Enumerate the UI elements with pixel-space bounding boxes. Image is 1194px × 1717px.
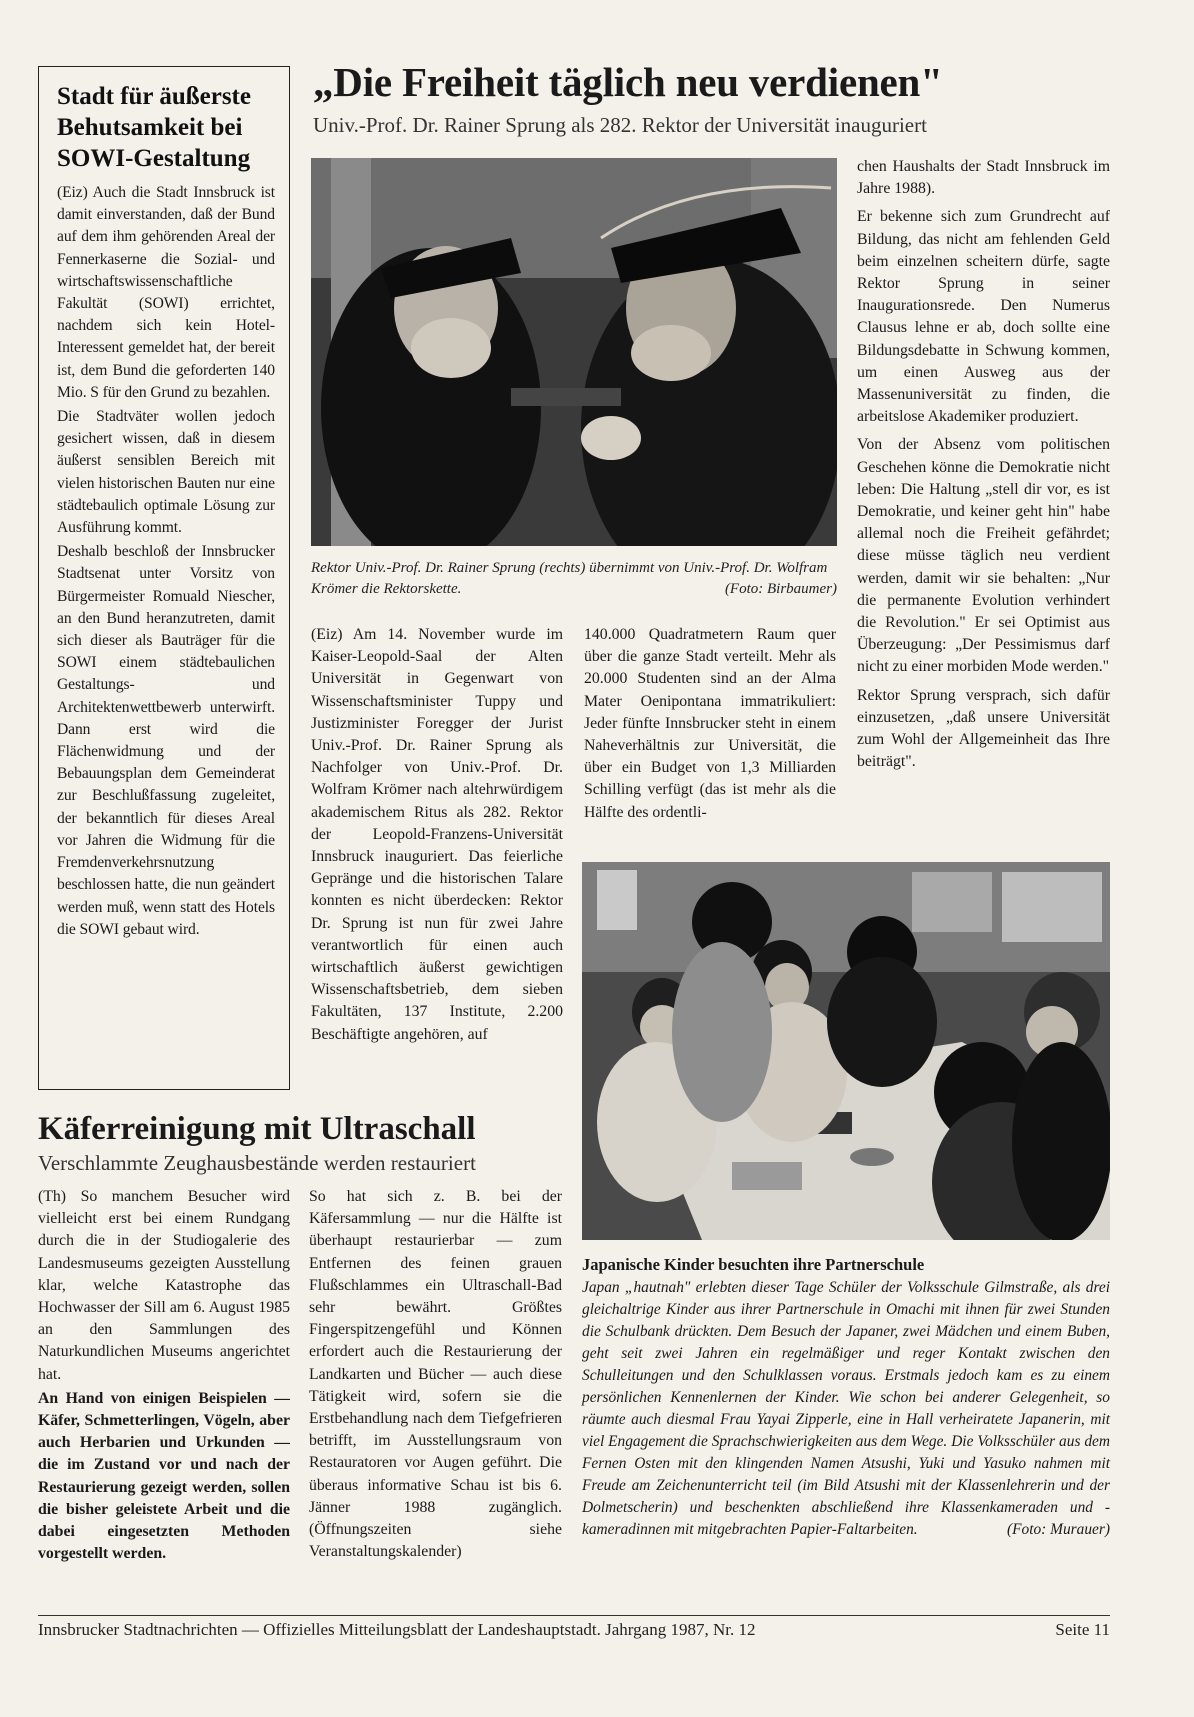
sidebar-article-title: Stadt für äußerste Behutsamkeit bei SOWI-Gestaltung xyxy=(57,83,251,172)
main-article-text: (Eiz) Am 14. November wurde im Kaiser-Leopold-Saal der Alten Universität in Gegenwart von Wissenschaftsminister Tuppy und Justizminister Foregger der Jurist Univ.-Prof. Dr. Rainer Sprung als Nachfolger von Univ.-Prof. Dr. Wolfram Krömer nach altehrwürdigem akademischem Ritus als 282. Rektor der Leopold-Franzens-Universität Innsbruck inauguriert. Das feierliche Gepränge und die historischen Talare konnten es nicht überdecken: Rektor Dr. Sprung ist nun für zwei Jahre verantwortlich für einen auch wirtschaftlich äußerst gewichtigen Wissenschaftsbetrieb, dem sieben Fakultäten, 137 Institute, 2.200 Beschäftigte angehören, auf xyxy=(311,626,563,1043)
kids-caption-text: Japan „hautnah" erlebten dieser Tage Schüler der Volksschule Gilmstraße, als drei gleichaltrige Kinder aus ihrer Partnerschule in Omachi mit ihnen für zwei Stunden die Schulbank drückten. Dem Besuch der Japaner, zwei Mädchen und einem Buben, geht seit zwei Jahren ein regelmäßiger und reger Kontakt zwischen den Schulleitungen und den Schulklassen voraus. Erstmals jedoch kam es zu einem persönlichen Kennenlernen der Kinder. Wie schon bei anderer Gelegenheit, so räumte auch diesmal Frau Yayai Zipperle, eine in Hall verheiratete Japanerin, mit viel Engagement die Sprachschwierigkeiten aus dem Wege. Die Volksschüler aus dem Fernen Osten mit den klingenden Namen Atsushi, Yuki und Yasuko nahmen mit Freude am Zeichenunterricht teil (im Bild Atsushi mit der Klassenlehrerin und der Dolmetscherin) und beschenkten abschließend ihre Klassenkameraden und -kameradinnen mit mitgebrachten Papier-Faltarbeiten. xyxy=(582,1279,1110,1538)
main-article-column-3 xyxy=(857,156,1110,848)
kids-article-title: Japanische Kinder besuchten ihre Partnerschule xyxy=(582,1255,925,1274)
photo-credit: (Foto: Birbaumer) xyxy=(724,581,837,597)
kids-article-caption xyxy=(582,1277,1110,1541)
kids-photo xyxy=(582,862,1110,1240)
main-article-text: Rektor Sprung versprach, sich dafür einzusetzen, „daß unsere Universität zum Wohl der Allgemeinheit das Ihre beiträgt". xyxy=(857,686,1110,771)
beetle-article-title: Käferreinigung mit Ultraschall xyxy=(38,1111,476,1147)
beetle-article-text: So hat sich z. B. bei der Käfersammlung — nur die Hälfte ist überhaupt restaurierbar — zum Entfernen des feinen grauen Flußschlammes ein Ultraschall-Bad sehr bewährt. Größtes Fingerspitzengefühl und Können erfordert auch die Restaurierung der Landkarten und Bücher — auch diese Tätigkeit wird, sofern sie die Erstbehandlung nach dem Tiefgefrieren betrifft, im Ausstellungsraum von Restauratoren vor Augen geführt. Die überaus informative Schau ist bis 6. Jänner 1988 zugänglich. (Öffnungszeiten siehe Veranstaltungskalender) xyxy=(309,1188,562,1561)
kids-photo-credit: (Foto: Murauer) xyxy=(1006,1521,1110,1538)
main-article-text: Er bekenne sich zum Grundrecht auf Bildung, das nicht am fehlenden Geld beim einzelnen scheitern dürfe, sagte Rektor Sprung in seiner Inaugurationsrede. Den Numerus Clausus lehne er ab, doch sollte eine Bildungsdebatte in Schwung kommen, um einen Ausweg aus der Massenuniversität zu finden, die arbeitslose Akademiker produziert. xyxy=(857,208,1110,426)
main-article-text: Von der Absenz vom politischen Geschehen könne die Demokratie nicht leben: Die Haltung „stell dir vor, es ist Demokratie, und keiner geht hin" habe allemal noch die Freiheit gefährdet; diese müsse täglich neu verdient werden, damit wir sie behalten: „Nur die permanente Evolution verhindert die Revolution." Er sei Optimist aus Überzeugung: „Der Pessimismus darf nicht zu einer morbiden Mode werden." xyxy=(857,436,1110,676)
footer-publication: Innsbrucker Stadtnachrichten — Offizielles Mitteilungsblatt der Landeshauptstadt. Jahrgang 1987, Nr. 12 xyxy=(38,1620,756,1639)
beetle-article-column-2 xyxy=(309,1186,562,1606)
sidebar-paragraph: Die Stadtväter wollen jedoch gesichert wissen, daß in diesem äußerst sensiblen Bereich mit vielen historischen Bauten nur eine städtebaulich optimale Lösung zur Ausführung kommt. xyxy=(57,408,275,537)
sidebar-paragraph: Deshalb beschloß der Innsbrucker Stadtsenat unter Vorsitz von Bürgermeister Romuald Niescher, an den Bund heranzutreten, damit sich dieser als Bauträger für die SOWI einem städtebaulichen Gestaltungs- und Architektenwettbewerb unterwirft. Dann erst wird die Flächenwidmung und der Bebauungsplan dem Gemeinderat zur Beschlußfassung zugeleitet, der bekanntlich für dieses Areal vor Jahren die Widmung für die Fremdenverkehrsnutzung beschlossen hatte, die nun geändert werden muß, wenn statt des Hotels die SOWI gebaut wird. xyxy=(57,543,275,938)
main-article-text: 140.000 Quadratmetern Raum quer über die ganze Stadt verteilt. Mehr als 20.000 Studenten sind an der Alma Mater Oenipontana immatrikuliert: Jeder fünfte Innsbrucker steht in einem Naheverhältnis zur Universität, die über ein Budget von 1,3 Milliarden Schilling verfügt (das ist mehr als die Hälfte des ordentli- xyxy=(584,626,836,821)
beetle-article-bold-text: An Hand von einigen Beispielen — Käfer, Schmetterlingen, Vögeln, aber auch Herbarien und Urkunden — die im Zustand vor und nach der Restaurierung gezeigt werden, sollen die bisher geleistete Arbeit und die dabei eingesetzten Methoden vorgestellt werden. xyxy=(38,1389,290,1563)
page-number: Seite 11 xyxy=(1055,1620,1110,1639)
sidebar-article xyxy=(38,66,290,1090)
main-article-column-1 xyxy=(311,624,563,1094)
main-subheadline: Univ.-Prof. Dr. Rainer Sprung als 282. Rektor der Universität inauguriert xyxy=(313,113,927,137)
main-headline: „Die Freiheit täglich neu verdienen" xyxy=(313,59,943,105)
page-footer xyxy=(38,1615,1110,1641)
beetle-article-column-1 xyxy=(38,1186,290,1606)
main-article-column-2 xyxy=(584,624,836,854)
rector-photo-caption xyxy=(311,558,837,600)
caption-text: Rektor Univ.-Prof. Dr. Rainer Sprung (rechts) übernimmt von Univ.-Prof. Dr. Wolfram Krömer die Rektorskette. xyxy=(311,560,828,597)
beetle-article-text: (Th) So manchem Besucher wird vielleicht erst bei einem Rundgang durch die in der Studiogalerie des Landesmuseums gezeigten Ausstellung klar, welche Katastrophe das Hochwasser der Sill am 6. August 1985 an den Sammlungen des Naturkundlichen Museums angerichtet hat. xyxy=(38,1188,290,1383)
beetle-article-subtitle: Verschlammte Zeughausbestände werden restauriert xyxy=(38,1151,476,1175)
rector-photo xyxy=(311,158,837,546)
sidebar-paragraph: (Eiz) Auch die Stadt Innsbruck ist damit einverstanden, daß der Bund auf dem ihm gehörenden Areal der Fennerkaserne die Sozial- und wirtschaftswissenschaftliche Fakultät (SOWI) errichtet, nachdem sich kein Hotel-Interessent gemeldet hat, der bereit ist, dem Bund die geforderten 140 Mio. S für den Grund zu bezahlen. xyxy=(57,184,275,401)
main-article-text: chen Haushalts der Stadt Innsbruck im Jahre 1988). xyxy=(857,158,1110,198)
